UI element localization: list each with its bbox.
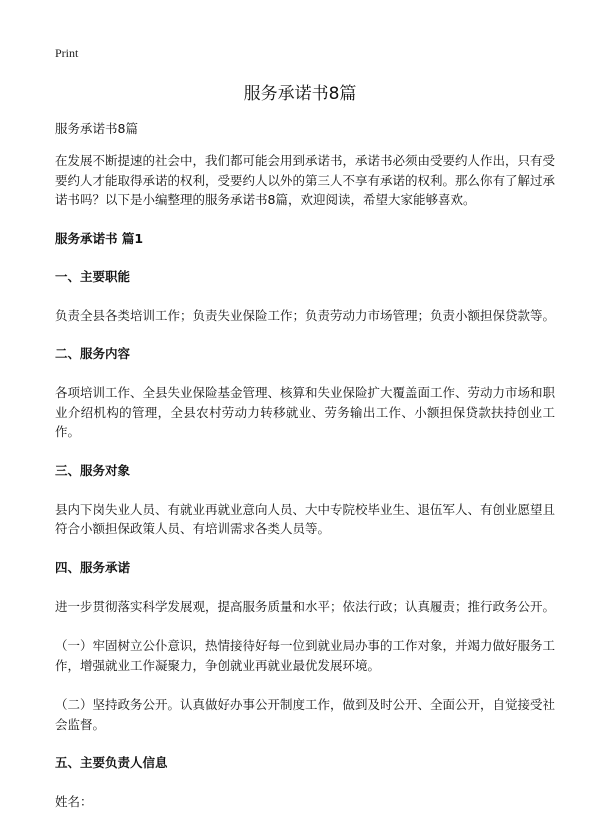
section-paragraph: （二）坚持政务公开。认真做好办事公开制度工作，做到及时公开、全面公开，自觉接受社会监督。	[55, 697, 556, 732]
section-paragraph: （一）牢固树立公仆意识，热情接待好每一位到就业局办事的工作对象，并竭力做好服务工作，增强就业工作凝聚力，争创就业再就业最优发展环境。	[55, 638, 556, 673]
section-paragraph: 负责全县各类培训工作；负责失业保险工作；负责劳动力市场管理；负责小额担保贷款等。	[55, 307, 556, 323]
section-paragraph: 进一步贯彻落实科学发展观，提高服务质量和水平；依法行政；认真履责；推行政务公开。	[55, 598, 556, 614]
section-paragraph: 各项培训工作、全县失业保险基金管理、核算和失业保险扩大覆盖面工作、劳动力市场和职业介绍机构的管理，全县农村劳动力转移就业、劳务输出工作、小额担保贷款扶持创业工作。	[55, 385, 556, 439]
document-subtitle: 服务承诺书8篇	[55, 121, 138, 136]
section-heading-duties: 一、主要职能	[55, 268, 131, 284]
section-heading-service-content: 二、服务内容	[55, 346, 131, 361]
section-heading-contact-info: 五、主要负责人信息	[55, 755, 168, 770]
print-link[interactable]: Print	[55, 46, 79, 60]
intro-paragraph: 在发展不断提速的社会中，我们都可能会用到承诺书，承诺书必须由受要约人作出，只有受要约人才能取得承诺的权利，受要约人以外的第三人不享有承诺的权利。那么你有了解过承诺书吗？以下是小编整理的服务承诺书8篇，欢迎阅读，希望大家能够喜欢。	[55, 153, 556, 207]
name-field-label: 姓名：	[55, 794, 93, 809]
section-heading-service-commitment: 四、服务承诺	[55, 559, 131, 575]
section-paragraph: 县内下岗失业人员、有就业再就业意向人员、大中专院校毕业生、退伍军人、有创业愿望且符合小额担保政策人员、有培训需求各类人员等。	[55, 501, 556, 536]
part-title: 服务承诺书 篇1	[55, 230, 144, 246]
document-body	[55, 120, 555, 832]
document-title: 服务承诺书8篇	[243, 84, 357, 104]
section-heading-service-targets: 三、服务对象	[55, 462, 131, 478]
